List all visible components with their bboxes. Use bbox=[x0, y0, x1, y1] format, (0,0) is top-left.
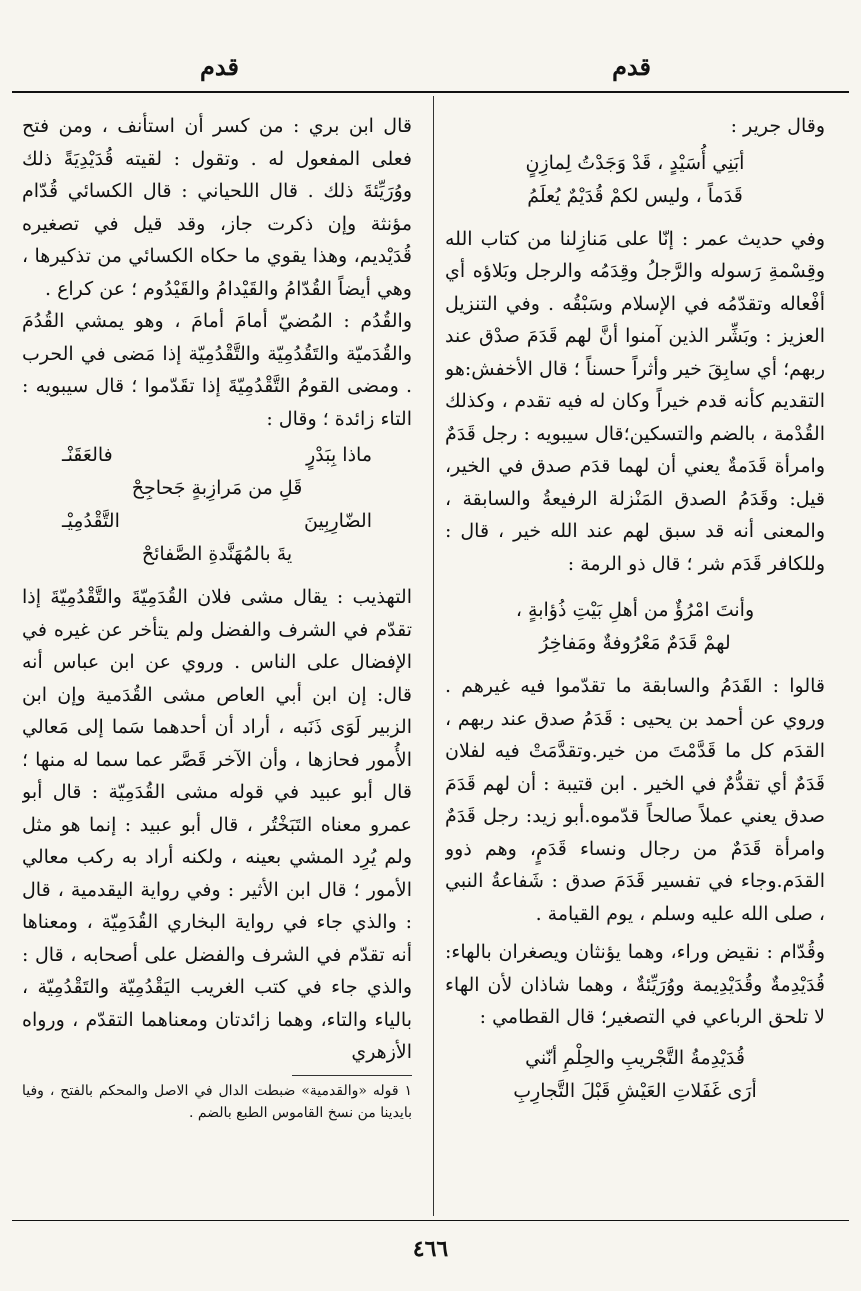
left-column bbox=[22, 110, 412, 1218]
hemistich: التَّقْدُمِيْـ bbox=[62, 510, 120, 532]
footnote-rule bbox=[292, 1075, 412, 1076]
verse-line bbox=[22, 472, 412, 505]
verse-line: قَدَماً ، وليس لكمْ قُدَيْمٌ يُعلَمُ bbox=[527, 184, 743, 207]
hemistich: قَلِ من مَرازِبةٍ جَحاجِحْ bbox=[131, 477, 303, 499]
verse-line: أبَنِي أُسَيْدٍ ، قَدْ وَجَدْتُ لِمازِنٍ bbox=[525, 151, 745, 174]
hemistich: فالعَقَنْـ bbox=[62, 444, 113, 466]
verse-line: لهمْ قَدَمٌ مَعْرُوفةٌ ومَفاخِرُ bbox=[539, 632, 731, 654]
hemistich: ماذا بِبَدْرٍ bbox=[306, 444, 372, 466]
running-head-right: قدم bbox=[612, 52, 651, 81]
footer-rule bbox=[12, 1220, 849, 1221]
verse-dhu-al-rumma bbox=[445, 594, 825, 660]
verse-line: قُدَيْدِمةُ التَّجْريبِ والحِلْمِ أنّني bbox=[525, 1046, 745, 1069]
page-number: ٤٦٦ bbox=[412, 1236, 449, 1262]
verse-line: وأنتَ امْرُؤٌ من أهلِ بَيْتِ ذُؤابةٍ ، bbox=[515, 599, 755, 621]
paragraph: والقُدُم : المُضيّ أمامَ أمامَ ، وهو يمشي القُدُمَ والقُدَميّة والتَقُدُمِيّة والتَّقْدُمِيّة إذا مَضى في الحرب . ومضى القومُ التَّقْدُمِيّةَ إذا تقَدّموا ؛ قال سيبويه : التاء زائدة ؛ وقال : bbox=[22, 310, 412, 430]
footnote: ١ قوله «والقدمية» ضبطت الدال في الاصل والمحكم بالفتح ، وفيا بايدينا من نسخ القاموس الطبع بالضم . bbox=[22, 1082, 412, 1121]
verse-line bbox=[22, 538, 412, 571]
column-divider bbox=[433, 96, 434, 1216]
hemistich: يةَ بالمُهَنَّدةِ الصَّفائحْ bbox=[141, 543, 293, 565]
paragraph: التهذيب : يقال مشى فلان القُدَمِيّةَ والتَّقْدُمِيّةَ إذا تقدّم في الشرف والفضل ولم يتأخر عن غيره في الإفضال على الناس . وروي عن ابن عباس أنه قال: إن ابن أبي العاص مشى القُدَمية وإن ابن الزبير لَوَى ذَنَبه ، أراد أن أحدهما سَما إلى مَعالي الأُمور فحازها ، وأن الآخر قَصَّر عما سما له منها ؛ قال أبو عبيد في قوله مشى القُدَمِيّة : قال أبو عمرو معناه التَبَخْتُر ، قال أبو عبيد : إنما هو مثل ولم يُرِد المشي بعينه ، ولكنه أراد به ركب معالي الأمور ؛ قال ابن الأثير : وفي رواية اليقدمية ، قال : والذي جاء في رواية البخاري القُدَمِيّة ، ومعناها أنه تقدّم في الشرف والفضل على أصحابه ، قال : والذي جاء في كتب الغريب اليَقْدُمِيّة والتَقْدُمِيّة ، بالياء والتاء، وهما زائدتان ومعناهما التقدّم ، ورواه الأزهري bbox=[22, 586, 412, 1063]
paragraph: قال ابن بري : من كسر أن استأنف ، ومن فتح فعلى المفعول له . وتقول : لقيته قُدَيْدِيَةً ذلك ووُرَيِّئةَ ذلك . قال اللحياني : قال الكسائي قُدّام مؤنثة وإن ذكرت جاز، وقد قيل في تصغيره قُدَيْديم، وهذا يقوي ما حكاه الكسائي من تذكيرها ، وهي أيضاً القُدّامُ والقَيْدامُ والقَيْدُوم ؛ عن كراع . bbox=[22, 115, 412, 300]
header-rule bbox=[12, 91, 849, 93]
verse-line bbox=[22, 505, 412, 538]
verse-line: أرَى غَفَلاتِ العَيْشِ قَبْلَ التَّجارِبِ bbox=[513, 1079, 757, 1102]
verse-jarir bbox=[445, 147, 825, 213]
hemistich: الضّارِبِينَ bbox=[304, 510, 372, 532]
verse-line bbox=[22, 439, 412, 472]
running-head-left: قدم bbox=[200, 52, 239, 81]
right-column bbox=[445, 110, 825, 1218]
paragraph: وقال جرير : bbox=[730, 115, 825, 137]
paragraph: قالوا : القَدَمُ والسابقة ما تقدّموا فيه غيرهم . وروي عن أحمد بن يحيى : قَدَمُ صدق عند ربهم ، القدَم كل ما قَدَّمْتَ من خير.وتقدَّمَتْ فيه لفلان قَدَمٌ أي تقدُّمٌ في الخير . ابن قتيبة : أن لهم قَدَمَ صدق يعني عملاً صالحاً قدّموه.أبو زيد: رجل قَدَمٌ وامرأة قَدَمٌ من رجال ونساء قَدَمٍ، وهم ذوو القدَم.وجاء في تفسير قَدَمَ صدق : شَفاعةُ النبي ، صلى الله عليه وسلم ، يوم القيامة . bbox=[445, 675, 825, 925]
paragraph: وقُدّام : نقيض وراء، وهما يؤنثان ويصغران بالهاء: قُدَيْدِمةٌ وقُدَيْدِيمة ووُرَيِّئةٌ ، وهما شاذان لأن الهاء لا تلحق الرباعي في التصغير؛ قال القطامي : bbox=[445, 941, 825, 1028]
paragraph: وفي حديث عمر : إنّا على مَنازِلنا من كتاب الله وقِسْمةِ رَسوله والرَّجلُ وقِدَمُه والرجل وبَلاؤه أي أفْعاله وتقدّمُه في الإسلام وسَبْقُه . وفي التنزيل العزيز : وبَشِّر الذين آمنوا أنَّ لهم قَدَمَ صدْق عند ربهم؛ أي سابِقَ خير وأثراً حسناً ؛ قال الأخفش:هو التقديم كأنه قدم خيراً وكان له فيه تقدم ، وكذلك القُدْمة ، بالضم والتسكين؛قال سيبويه : رجل قَدَمٌ وامرأة قَدَمةٌ يعني أن لهما قدَم صدق في الخير، قيل: وقَدَمُ الصدق المَنْزلة الرفيعةُ والسابقة ، والمعنى أنه قد سبق لهم عند الله خير ، قال : وللكافر قَدَم شر ؛ قال ذو الرمة : bbox=[445, 227, 825, 575]
verse-qutami bbox=[445, 1042, 825, 1108]
verse-sibawayh bbox=[22, 439, 412, 571]
